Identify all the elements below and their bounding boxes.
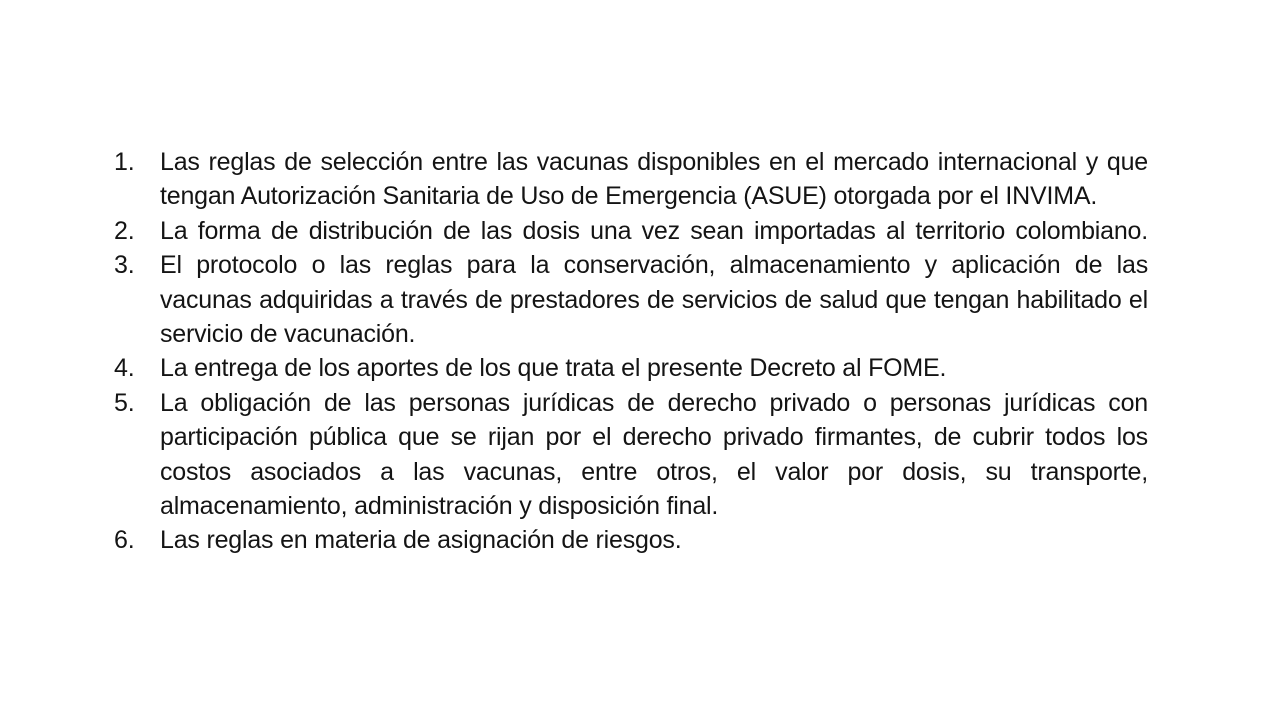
list-item bbox=[114, 145, 1148, 214]
list-item bbox=[114, 248, 1148, 351]
list-item-text: Las reglas en materia de asignación de riesgos. bbox=[160, 526, 682, 555]
list-item-number: 4. bbox=[114, 354, 135, 383]
list-item bbox=[114, 386, 1148, 524]
list-item bbox=[114, 214, 1148, 248]
list-item-number: 5. bbox=[114, 388, 135, 417]
list-item-number: 1. bbox=[114, 148, 135, 176]
numbered-list bbox=[114, 145, 1148, 558]
list-item-text: Las reglas de selección entre las vacunas disponibles en el mercado internacional y que tengan Autorización Sanitaria de Uso de Emergencia (ASUE) otorgada por el INVIMA. bbox=[160, 148, 1148, 211]
list-item-number: 2. bbox=[114, 216, 135, 245]
list-item bbox=[114, 523, 1148, 557]
list-item-text: La forma de distribución de las dosis una vez sean importadas al territorio colombiano. bbox=[160, 216, 1148, 245]
list-item bbox=[114, 351, 1148, 385]
list-item-number: 3. bbox=[114, 251, 135, 280]
list-item-text: La obligación de las personas jurídicas de derecho privado o personas jurídicas con participación pública que se rijan por el derecho privado firmantes, de cubrir todos los costos asociados a las vacunas, entre otros, el valor por dosis, su transporte, almacenamiento, administración y disposición final. bbox=[160, 388, 1148, 521]
list-item-number: 6. bbox=[114, 526, 135, 555]
list-item-text: La entrega de los aportes de los que trata el presente Decreto al FOME. bbox=[160, 354, 947, 383]
list-item-text: El protocolo o las reglas para la conservación, almacenamiento y aplicación de las vacunas adquiridas a través de prestadores de servicios de salud que tengan habilitado el servicio de vacunación. bbox=[160, 251, 1148, 349]
